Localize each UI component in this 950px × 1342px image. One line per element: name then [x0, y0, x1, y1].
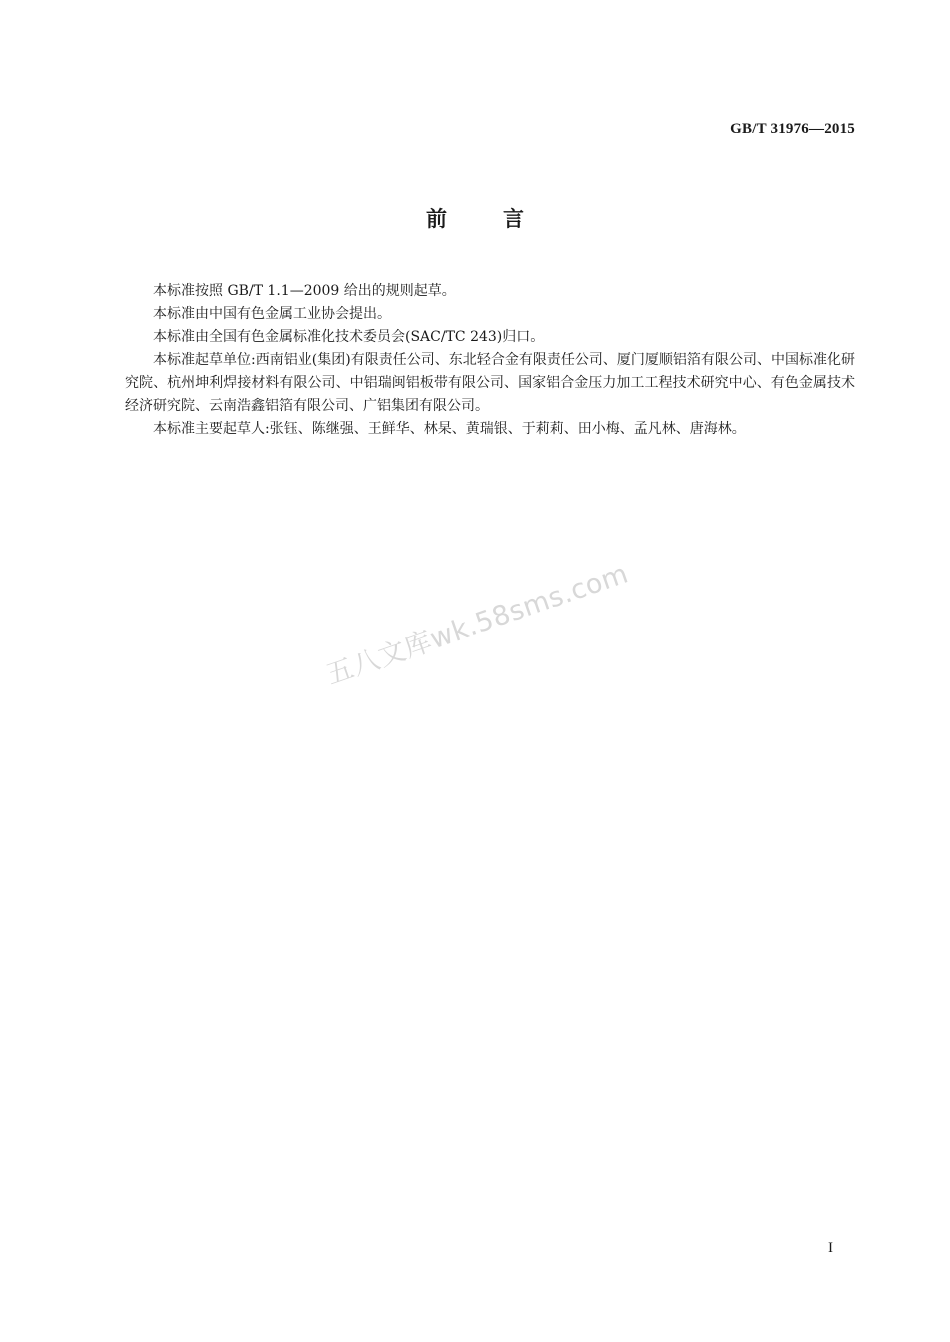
page-number: I [828, 1240, 833, 1256]
paragraph-proposer: 本标准由中国有色金属工业协会提出。 [153, 306, 391, 322]
standard-code: GB/T 31976—2015 [730, 121, 855, 137]
paragraph-governing-committee: 本标准由全国有色金属标准化技术委员会(SAC/TC 243)归口。 [153, 329, 545, 345]
page-title: 前言 [426, 207, 580, 231]
paragraph-drafters: 本标准主要起草人:张钰、陈继强、王鲜华、林杲、黄瑞银、于莉莉、田小梅、孟凡林、唐海林。 [153, 421, 746, 437]
watermark: 五八文库wk.58sms.com [322, 558, 633, 691]
paragraph-drafting-rules: 本标准按照 GB/T 1.1—2009 给出的规则起草。 [153, 283, 456, 299]
foreword-body [125, 280, 855, 441]
paragraph-drafting-units: 本标准起草单位:西南铝业(集团)有限责任公司、东北轻合金有限责任公司、厦门厦顺铝箔有限公司、中国标准化研究院、杭州坤利焊接材料有限公司、中铝瑞闽铝板带有限公司、国家铝合金压力加工工程技术研究中心、有色金属技术经济研究院、云南浩鑫铝箔有限公司、广铝集团有限公司。 [125, 352, 855, 414]
